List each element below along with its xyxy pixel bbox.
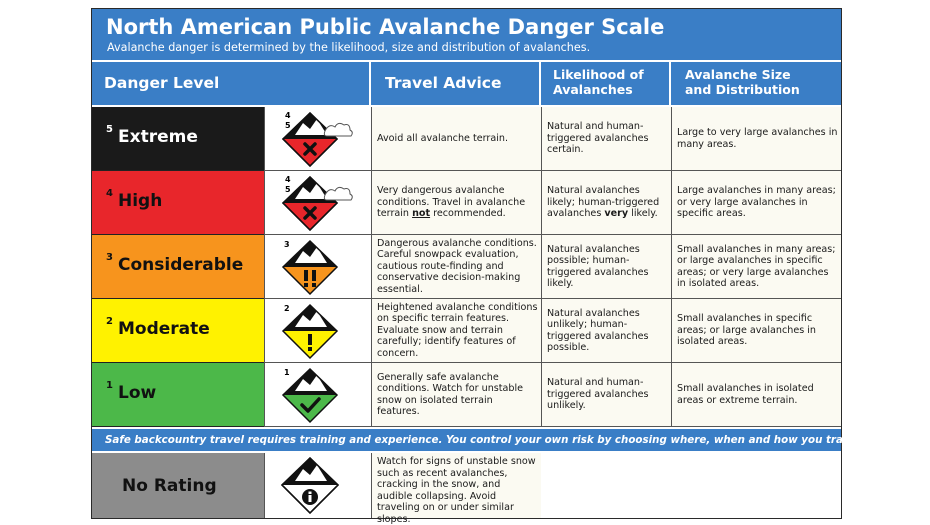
level-label-extreme: [92, 107, 264, 171]
size-moderate: Small avalanches in specific areas; or large avalanches in isolated areas.: [671, 299, 841, 363]
level-label-low: [92, 363, 264, 427]
page-subtitle: Avalanche danger is determined by the likelihood, size and distribution of avalanches.: [107, 41, 591, 54]
level-name: Extreme: [118, 127, 198, 147]
level-number: 4: [106, 188, 113, 199]
header-travel-advice: Travel Advice: [371, 62, 539, 105]
level-name: No Rating: [122, 476, 217, 496]
advice-extreme: Avoid all avalanche terrain.: [371, 107, 541, 171]
advice-moderate: Heightened avalanche conditions on specific terrain features. Evaluate snow and terrain carefully; identify features of concern.: [371, 299, 541, 363]
size-extreme: Large to very large avalanches in many areas.: [671, 107, 841, 171]
level-number: 3: [106, 252, 113, 263]
level-label-no-rating: [92, 453, 264, 518]
advice-emphasis: not: [412, 208, 431, 220]
level-row-low: [92, 363, 841, 427]
level-row-high: [92, 171, 841, 235]
level-number: 5: [106, 124, 113, 135]
likelihood-text-end: likely.: [628, 208, 658, 220]
header-size-line2: and Distribution: [685, 82, 800, 97]
extreme-danger-icon: [264, 107, 371, 171]
icon-number-bottom: 5: [285, 185, 291, 194]
level-row-extreme: [92, 107, 841, 171]
level-number: 1: [106, 380, 113, 391]
level-name: High: [118, 191, 163, 211]
moderate-danger-icon: [264, 299, 371, 363]
advice-considerable: Dangerous avalanche conditions. Careful snowpack evaluation, cautious route-finding and conservative decision-making essential.: [371, 235, 541, 299]
header-size-line1: Avalanche Size: [685, 67, 791, 82]
icon-number-top: 4: [285, 111, 291, 120]
advice-high: [371, 171, 541, 235]
likelihood-high: [541, 171, 671, 235]
low-danger-icon: [264, 363, 371, 427]
title-banner: [92, 9, 841, 60]
header-likelihood: [541, 62, 669, 105]
header-danger-level: Danger Level: [92, 62, 369, 105]
icon-number-bottom: 5: [285, 121, 291, 130]
icon-number: 2: [284, 304, 290, 313]
level-row-moderate: [92, 299, 841, 363]
likelihood-extreme: Natural and human-triggered avalanches certain.: [541, 107, 671, 171]
level-name: Moderate: [118, 319, 210, 339]
header-likelihood-line1: Likelihood of: [553, 67, 644, 82]
level-label-high: [92, 171, 264, 235]
level-name: Considerable: [118, 255, 244, 275]
likelihood-considerable: Natural avalanches possible; human-triggered avalanches likely.: [541, 235, 671, 299]
no-rating-info-icon: [264, 453, 371, 518]
high-danger-icon: [264, 171, 371, 235]
advice-no-rating: Watch for signs of unstable snow such as recent avalanches, cracking in the snow, and audible collapsing. Avoid traveling on or under similar slopes.: [371, 453, 541, 518]
size-considerable: Small avalanches in many areas; or large avalanches in specific areas; or very large avalanches in isolated areas.: [671, 235, 841, 299]
level-label-moderate: [92, 299, 264, 363]
level-name: Low: [118, 383, 157, 403]
level-number: 2: [106, 316, 113, 327]
level-row-considerable: [92, 235, 841, 299]
considerable-danger-icon: [264, 235, 371, 299]
icon-number-top: 4: [285, 175, 291, 184]
icon-number: 1: [284, 368, 290, 377]
likelihood-low: Natural and human-triggered avalanches unlikely.: [541, 363, 671, 427]
icon-number: 3: [284, 240, 290, 249]
advice-text: Very dangerous avalanche conditions. Travel in avalanche terrain: [377, 185, 526, 220]
size-low: Small avalanches in isolated areas or extreme terrain.: [671, 363, 841, 427]
likelihood-emphasis: very: [604, 208, 629, 220]
safety-note-banner: Safe backcountry travel requires training and experience. You control your own risk by choosing where, when and how you travel.: [92, 429, 841, 451]
header-size-distribution: [671, 62, 841, 105]
advice-low: Generally safe avalanche conditions. Watch for unstable snow on isolated terrain features.: [371, 363, 541, 427]
likelihood-text: Natural avalanches likely; human-triggered avalanches: [547, 185, 660, 220]
size-high: Large avalanches in many areas; or very large avalanches in specific areas.: [671, 171, 841, 235]
advice-text-end: recommended.: [430, 208, 506, 220]
header-likelihood-line2: Avalanches: [553, 82, 633, 97]
page-title: North American Public Avalanche Danger Scale: [106, 15, 665, 39]
danger-scale-chart: [91, 8, 865, 525]
likelihood-moderate: Natural avalanches unlikely; human-triggered avalanches possible.: [541, 299, 671, 363]
level-row-no-rating: [92, 453, 541, 525]
level-label-considerable: [92, 235, 264, 299]
